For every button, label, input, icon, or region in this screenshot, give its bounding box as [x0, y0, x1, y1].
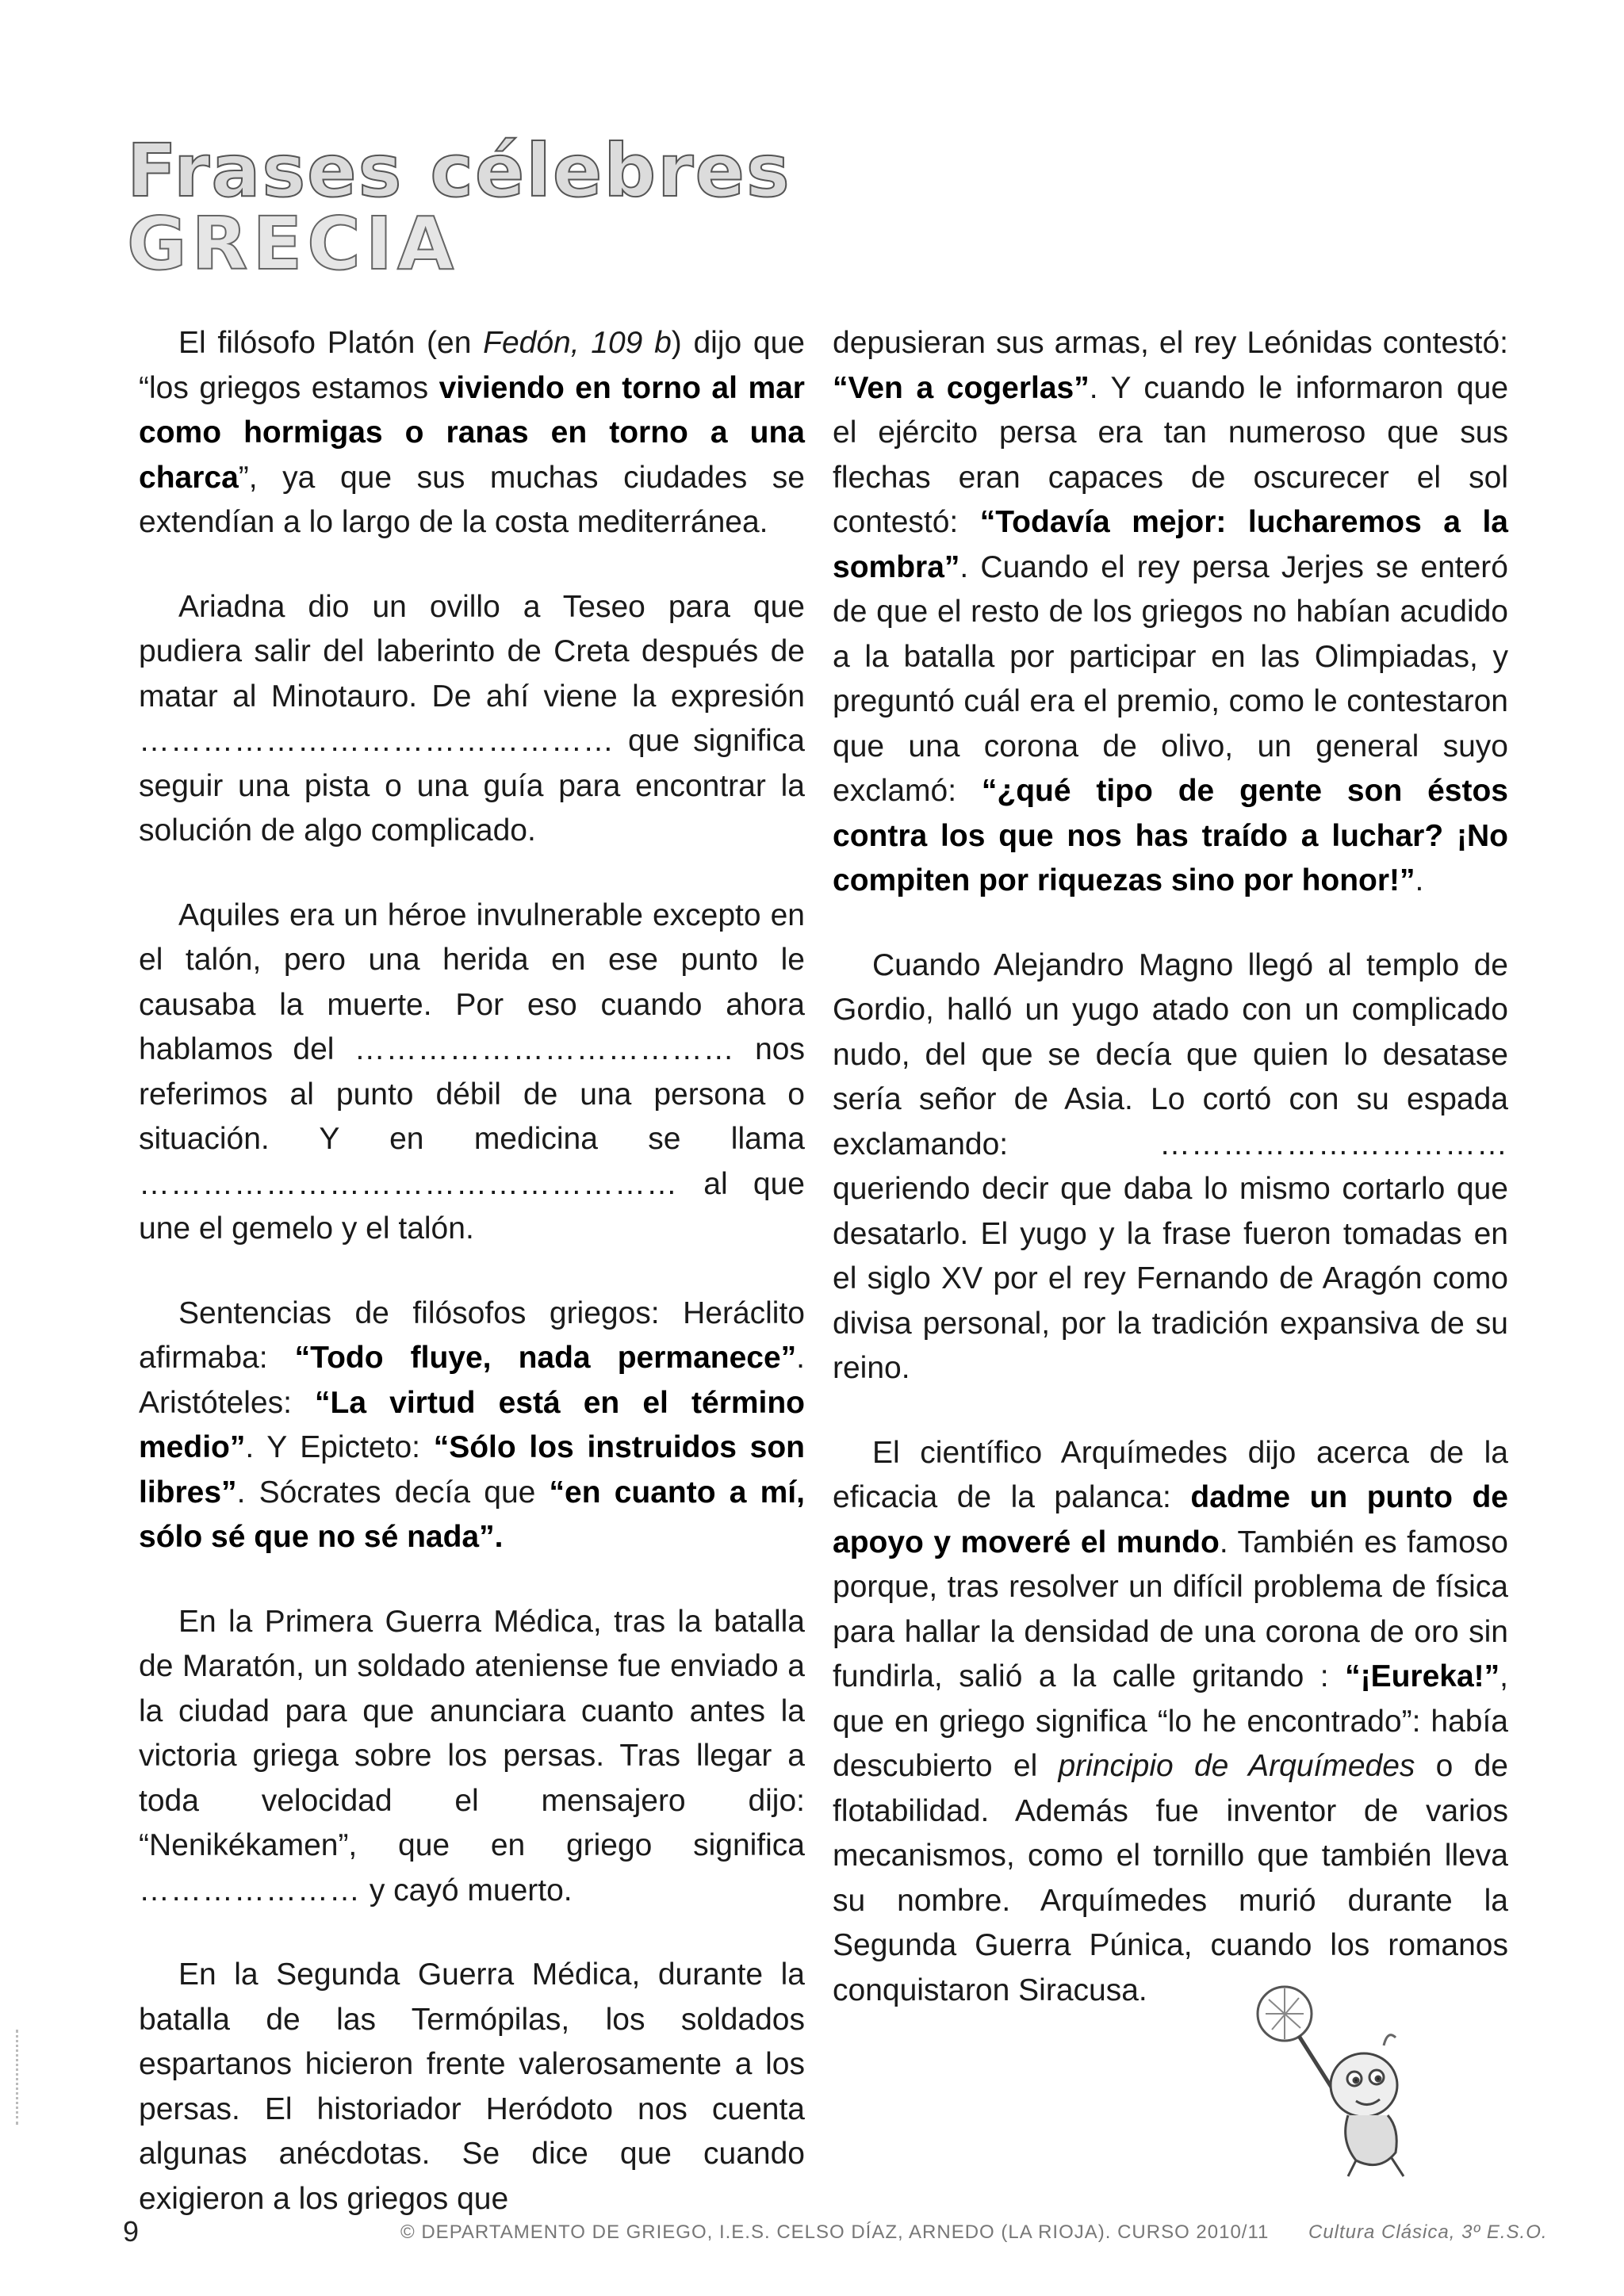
- paragraph-termopilas-2: [833, 321, 1508, 904]
- quote-text: “La virtud está en el término medio”: [139, 1385, 805, 1464]
- paragraph-arquimedes: [833, 1431, 1508, 2014]
- text-run: .: [1415, 863, 1424, 897]
- text-run: ”, ya que sus muchas ciudades se extendían a lo largo de la costa mediterránea.: [139, 460, 805, 539]
- fill-in-blank: ……………………………………………: [139, 1166, 678, 1201]
- text-run: ) dijo que “los griegos estamos: [139, 326, 805, 405]
- paragraph-aquiles: [139, 894, 805, 1252]
- text-run: al que une el gemelo y el talón.: [139, 1166, 805, 1246]
- right-column: [833, 321, 1508, 2053]
- quote-text: “Sólo los instruidos son libres”: [139, 1430, 805, 1510]
- paragraph-alejandro: [833, 943, 1508, 1391]
- text-run: queriendo decir que daba lo mismo cortarlo que desatarlo. El yugo y la frase fueron tomadas en el siglo XV por el rey Fernando de Aragón como divisa personal, por la tradición expansiva de su reino.: [833, 1172, 1508, 1385]
- paragraph-sentencias: [139, 1292, 805, 1560]
- cartoon-figure-with-racket-icon: [1237, 1982, 1427, 2180]
- text-run: . Y cuando le informaron que el ejército persa era tan numeroso que sus flechas eran capaces de oscurecer el sol contestó:: [833, 370, 1509, 539]
- text-run: que significa seguir una pista o una guía para encontrar la solución de algo complicado.: [139, 724, 805, 848]
- text-run: El científico Arquímedes dijo acerca de la eficacia de la palanca:: [833, 1435, 1508, 1514]
- quote-text: “¿qué tipo de gente son éstos contra los que nos has traído a luchar? ¡No compiten por riquezas sino por honor!”: [833, 774, 1508, 897]
- text-run: , que en griego significa “lo he encontrado”: había descubierto el: [833, 1659, 1508, 1783]
- text-run: . Sócrates decía que: [236, 1475, 550, 1510]
- paragraph-termopilas-1: [139, 1953, 805, 2221]
- footer-credit: © DEPARTAMENTO DE GRIEGO, I.E.S. CELSO DÍAZ, ARNEDO (LA RIOJA). CURSO 2010/11: [400, 2221, 1270, 2243]
- quote-text: “Todo fluye, nada permanece”: [294, 1341, 797, 1375]
- text-run: Cuando Alejandro Magno llegó al templo de Gordio, halló un yugo atado con un complicado nudo, del que se decía que quien lo desatase sería señor de Asia. Lo cortó con su espada exclamando:: [833, 947, 1508, 1161]
- quote-text: viviendo en torno al mar como hormigas o ranas en torno a una charca: [139, 370, 805, 495]
- left-column: [139, 321, 805, 2261]
- fill-in-blank: …………………: [139, 1873, 361, 1908]
- fill-in-blank: ……………………………: [1159, 1127, 1508, 1161]
- quote-text: “en cuanto a mí, sólo sé que no sé nada”.: [139, 1475, 805, 1554]
- fill-in-blank: ………………………………………: [139, 724, 615, 758]
- page-title: Frases célebres: [127, 128, 791, 213]
- page-subtitle: GRECIA: [127, 201, 459, 286]
- text-run: Aquiles era un héroe invulnerable excepto en el talón, pero una herida en ese punto le causaba la muerte. Por eso cuando ahora hablamos del: [139, 897, 805, 1066]
- fill-in-blank: ………………………………: [354, 1032, 735, 1066]
- paragraph-maraton: [139, 1600, 805, 1914]
- text-run: . Cuando el rey persa Jerjes se enteró de que el resto de los griegos no habían acudido a la batalla por participar en las Olimpiadas, y preguntó cuál era el premio, como le contestaron que una corona de olivo, un general suyo exclamó:: [833, 549, 1508, 808]
- text-run: nos referimos al punto débil de una persona o situación. Y en medicina se llama: [139, 1032, 805, 1156]
- quote-text: “Todavía mejor: lucharemos a la sombra”: [833, 505, 1508, 584]
- italic-text: principio de Arquímedes: [1058, 1749, 1415, 1783]
- italic-text: Fedón, 109 b: [483, 326, 672, 360]
- text-run: y cayó muerto.: [361, 1873, 573, 1908]
- quote-text: “¡Eureka!”: [1345, 1659, 1500, 1693]
- footer-course: Cultura Clásica, 3º E.S.O.: [1308, 2221, 1548, 2243]
- text-run: El filósofo Platón (en: [178, 326, 484, 360]
- text-run: o de flotabilidad. Además fue inventor de varios mecanismos, como el tornillo que también lleva su nombre. Arquímedes murió durante la Segunda Guerra Púnica, cuando los romanos conquistaron Siracusa.: [833, 1749, 1509, 2007]
- paragraph-ariadna: [139, 585, 805, 854]
- text-run: . También es famoso porque, tras resolver un difícil problema de física para hallar la densidad de una corona de oro sin fundirla, salió a la calle gritando :: [833, 1525, 1508, 1693]
- scan-margin-marks: [16, 2030, 25, 2125]
- text-run: En la Segunda Guerra Médica, durante la batalla de las Termópilas, los soldados espartanos hicieron frente valerosamente a los persas. El historiador Heródoto nos cuenta algunas anécdotas. Se dice que cuando exigieron a los griegos que: [139, 1957, 805, 2216]
- paragraph-platon: [139, 321, 805, 545]
- text-run: En la Primera Guerra Médica, tras la batalla de Maratón, un soldado ateniense fue enviado a la ciudad para que anunciara cuanto antes la victoria griega sobre los persas. Tras llegar a toda velocidad el mensajero dijo: “Nenikékamen”, que en griego significa: [139, 1604, 805, 1862]
- text-run: depusieran sus armas, el rey Leónidas contestó:: [833, 326, 1508, 360]
- text-run: Sentencias de filósofos griegos: Heráclito afirmaba:: [139, 1295, 805, 1375]
- text-run: . Aristóteles:: [139, 1341, 805, 1420]
- quote-text: dadme un punto de apoyo y moveré el mundo: [833, 1480, 1508, 1559]
- quote-text: “Ven a cogerlas”: [833, 370, 1090, 405]
- page-number: 9: [123, 2215, 140, 2248]
- text-run: Ariadna dio un ovillo a Teseo para que pudiera salir del laberinto de Creta después de matar al Minotauro. De ahí viene la expresión: [139, 589, 805, 714]
- text-run: . Y Epicteto:: [245, 1430, 434, 1464]
